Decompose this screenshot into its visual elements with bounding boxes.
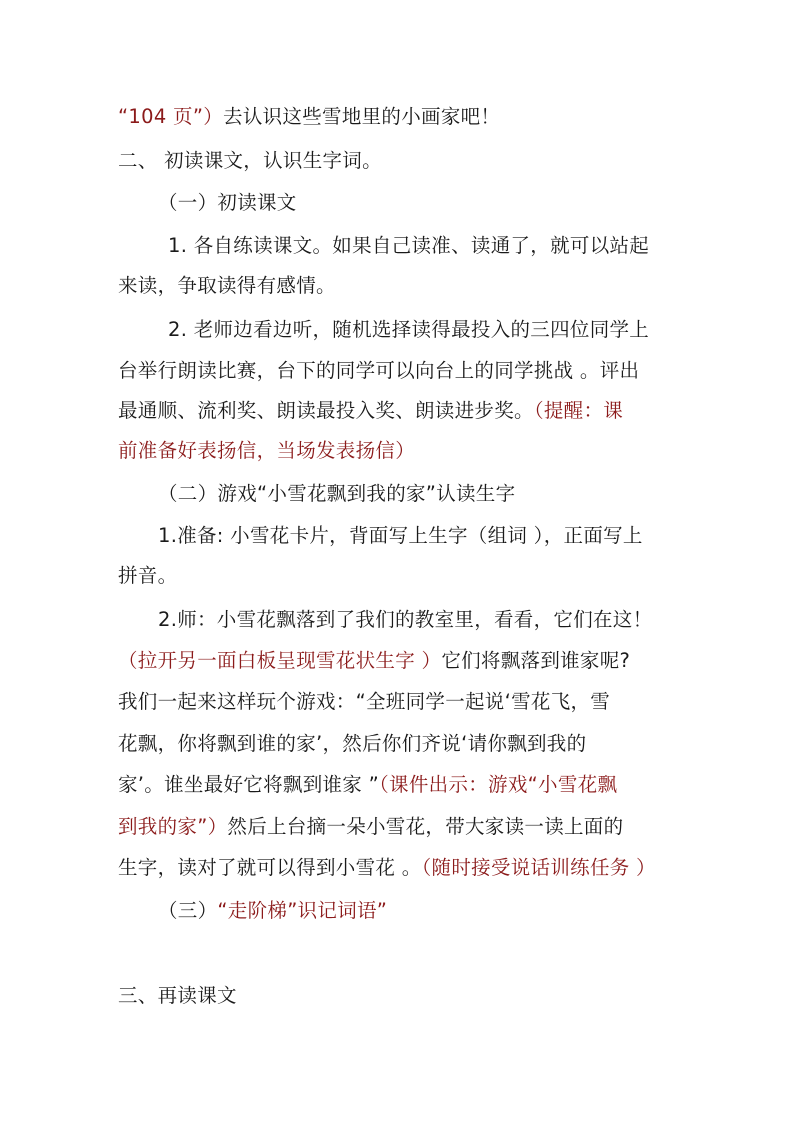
game-2-line-6 (118, 814, 678, 840)
speaking-task-note: （随时接受说话训练任务 ） (421, 856, 656, 879)
game-2-line-3: 我们一起来这样玩个游戏：“全班同学一起说‘雪花飞，雪 (118, 690, 611, 713)
subsection-3-title: “走阶梯”识记词语” (217, 899, 388, 922)
subsection-3-prefix: （三） (158, 899, 218, 922)
game-1-line-2: 拼音。 (118, 564, 178, 587)
item-2-line-2: 台举行朗读比赛，台下的同学可以向台上的同学挑战 。评出 (118, 359, 640, 382)
seat-text: 家’。谁坐最好它将飘到谁家 ” (118, 773, 379, 796)
section-2-heading: 二、 初读课文，认识生字词。 (118, 149, 382, 172)
pick-snowflake-text: 然后上台摘一朵小雪花，带大家读一读上面的 (227, 815, 624, 838)
reminder-note-end: 前准备好表扬信，当场发表扬信） (118, 439, 416, 462)
courseware-note-start: （课件出示：游戏“小雪花飘 (379, 773, 618, 796)
section-3-heading: 三、再读课文 (118, 984, 237, 1007)
courseware-note-end: 到我的家”） (118, 815, 228, 838)
game-2-line-1: 2.师：小雪花飘落到了我们的教室里，看看，它们在这！ (158, 608, 653, 631)
page-reference: “104 页”） (118, 105, 224, 128)
intro-text: 去认识这些雪地里的小画家吧！ (223, 105, 501, 128)
reminder-note-start: （提醒：课 (533, 399, 624, 422)
subsection-1-heading: （一）初读课文 (158, 191, 297, 214)
game-1-line-1: 1.准备: 小雪花卡片，背面写上生字（组词 ），正面写上 (158, 524, 643, 547)
item-2-line-1: 2. 老师边看边听，随机选择读得最投入的三四位同学上 (168, 318, 650, 341)
question-text: 它们将飘落到谁家呢? (441, 649, 631, 672)
intro-line (118, 104, 678, 130)
game-2-line-7 (118, 855, 678, 881)
item-2-line-3 (118, 398, 678, 424)
game-2-line-2 (118, 648, 678, 674)
awards-text: 最通顺、流利奖、朗读最投入奖、朗读进步奖。 (118, 399, 534, 422)
game-2-line-4: 花飘，你将飘到谁的家’，然后你们齐说‘请你飘到我的 (118, 732, 587, 755)
read-characters-text: 生字，读对了就可以得到小雪花 。 (118, 856, 422, 879)
game-2-line-5 (118, 772, 678, 798)
whiteboard-note: （拉开另一面白板呈现雪花状生字 ） (118, 649, 442, 672)
item-1-line-1: 1. 各自练读课文。如果自己读准、读通了，就可以站起 (168, 234, 650, 257)
subsection-3-heading (158, 898, 718, 924)
subsection-2-heading: （二）游戏“小雪花飘到我的家”认读生字 (158, 482, 516, 505)
item-1-line-2: 来读，争取读得有感情。 (118, 274, 336, 297)
